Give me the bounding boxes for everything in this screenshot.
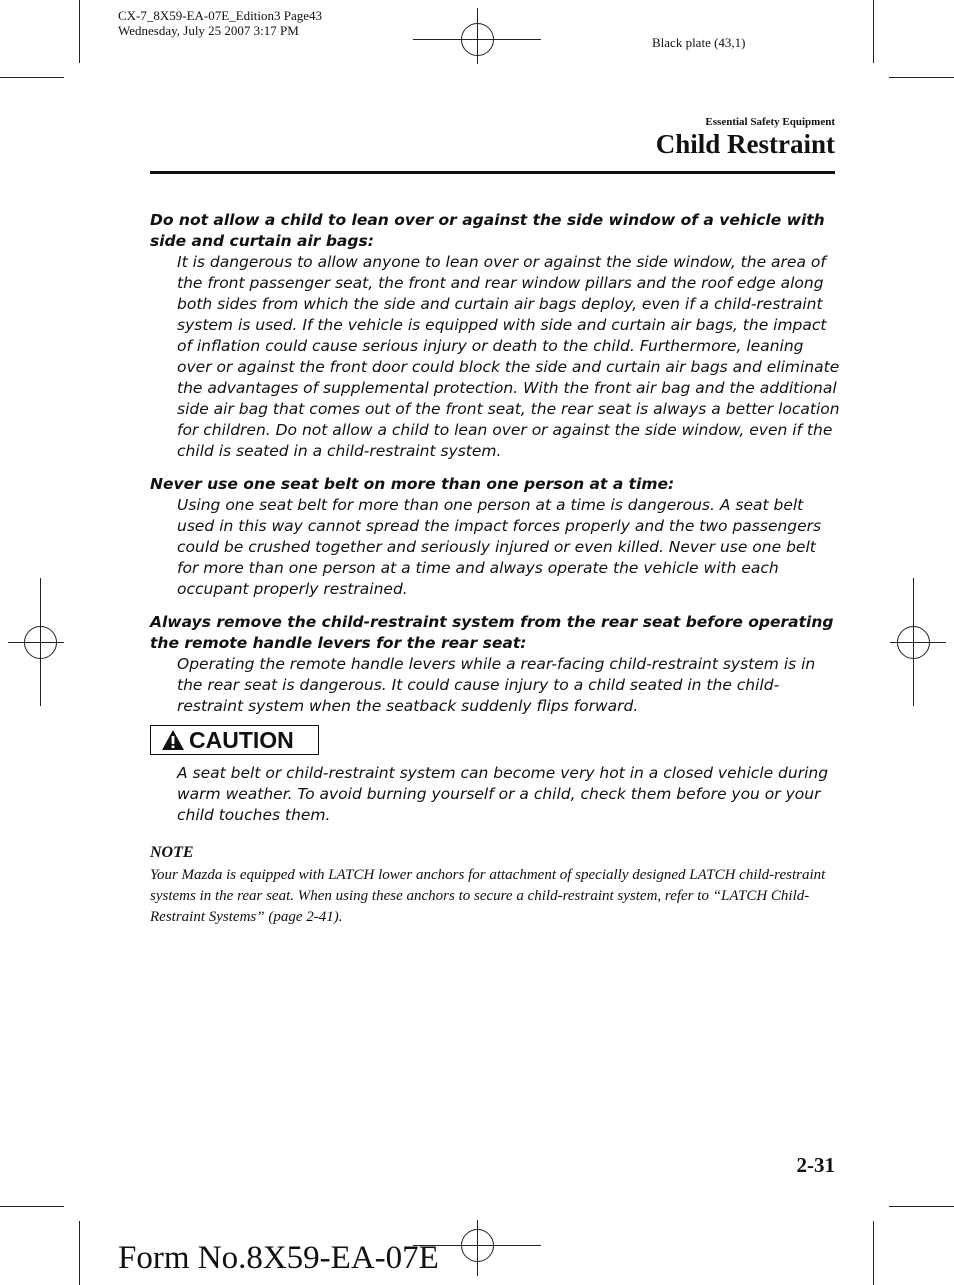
crop-mark bbox=[0, 1206, 64, 1207]
page-title: Child Restraint bbox=[655, 129, 835, 159]
warning-heading: Always remove the child-restraint system from the rear seat before operating the remote handle levers for the rear seat: bbox=[150, 613, 834, 652]
registration-circle bbox=[897, 626, 930, 659]
slug-line-2: Wednesday, July 25 2007 3:17 PM bbox=[118, 23, 299, 38]
crop-mark bbox=[889, 77, 954, 78]
warning-body: Operating the remote handle levers while a rear-facing child-restraint system is in the rear seat is dangerous. It could cause injury to a child seated in the child-restraint system when the seatback suddenly flips forward. bbox=[177, 655, 816, 715]
header-rule bbox=[150, 171, 835, 174]
caution-label: CAUTION bbox=[189, 726, 294, 753]
crop-mark bbox=[873, 0, 874, 63]
crop-mark bbox=[889, 1206, 954, 1207]
note-body: Your Mazda is equipped with LATCH lower anchors for attachment of specially designed LATCH child-restraint systems in the rear seat. When using these anchors to secure a child-restraint system, refer to “LATCH Child-Restraint Systems” (page 2-41). bbox=[150, 867, 826, 925]
warning-body: Using one seat belt for more than one person at a time is dangerous. A seat belt used in this way cannot spread the impact forces properly and the two passengers could be crushed together and seriously injured or even killed. Never use one belt for more than one person at a time and always operate the vehicle with each occupant properly restrained. bbox=[177, 496, 822, 598]
print-slug bbox=[118, 8, 322, 38]
warning-triangle-icon bbox=[161, 729, 185, 751]
plate-label: Black plate (43,1) bbox=[652, 35, 746, 50]
crop-mark bbox=[79, 0, 80, 63]
crop-mark bbox=[0, 77, 64, 78]
form-number: Form No.8X59-EA-07E bbox=[118, 1240, 439, 1276]
crop-mark bbox=[873, 1221, 874, 1285]
section-label: Essential Safety Equipment bbox=[705, 116, 835, 128]
registration-circle bbox=[461, 23, 494, 56]
warning-heading: Never use one seat belt on more than one person at a time: bbox=[150, 475, 675, 493]
crop-mark bbox=[79, 1221, 80, 1285]
warning-body: It is dangerous to allow anyone to lean over or against the side window, the area of the front passenger seat, the front and rear window pillars and the roof edge along both sides from which the side and curtain air bags deploy, even if a child-restraint system is used. If the vehicle is equipped with side and curtain air bags, the impact of inflation could cause serious injury or death to the child. Furthermore, leaning over or against the front door could block the side and curtain air bags and eliminate the advantages of supplemental protection. With the front air bag and the additional side air bag that comes out of the front seat, the rear seat is always a better location for children. Do not allow a child to lean over or against the side window, even if the child is seated in a child-restraint system. bbox=[177, 253, 840, 460]
warning-heading: Do not allow a child to lean over or against the side window of a vehicle with side and curtain air bags: bbox=[150, 211, 825, 250]
registration-circle bbox=[461, 1229, 494, 1262]
caution-badge bbox=[150, 725, 319, 755]
warning-content bbox=[150, 210, 840, 928]
caution-body: A seat belt or child-restraint system can become very hot in a closed vehicle during warm weather. To avoid burning yourself or a child, check them before you or your child touches them. bbox=[177, 764, 829, 824]
slug-line-1: CX-7_8X59-EA-07E_Edition3 Page43 bbox=[118, 8, 323, 23]
note-heading: NOTE bbox=[150, 844, 194, 861]
registration-circle bbox=[24, 626, 57, 659]
page-number: 2-31 bbox=[796, 1153, 835, 1177]
